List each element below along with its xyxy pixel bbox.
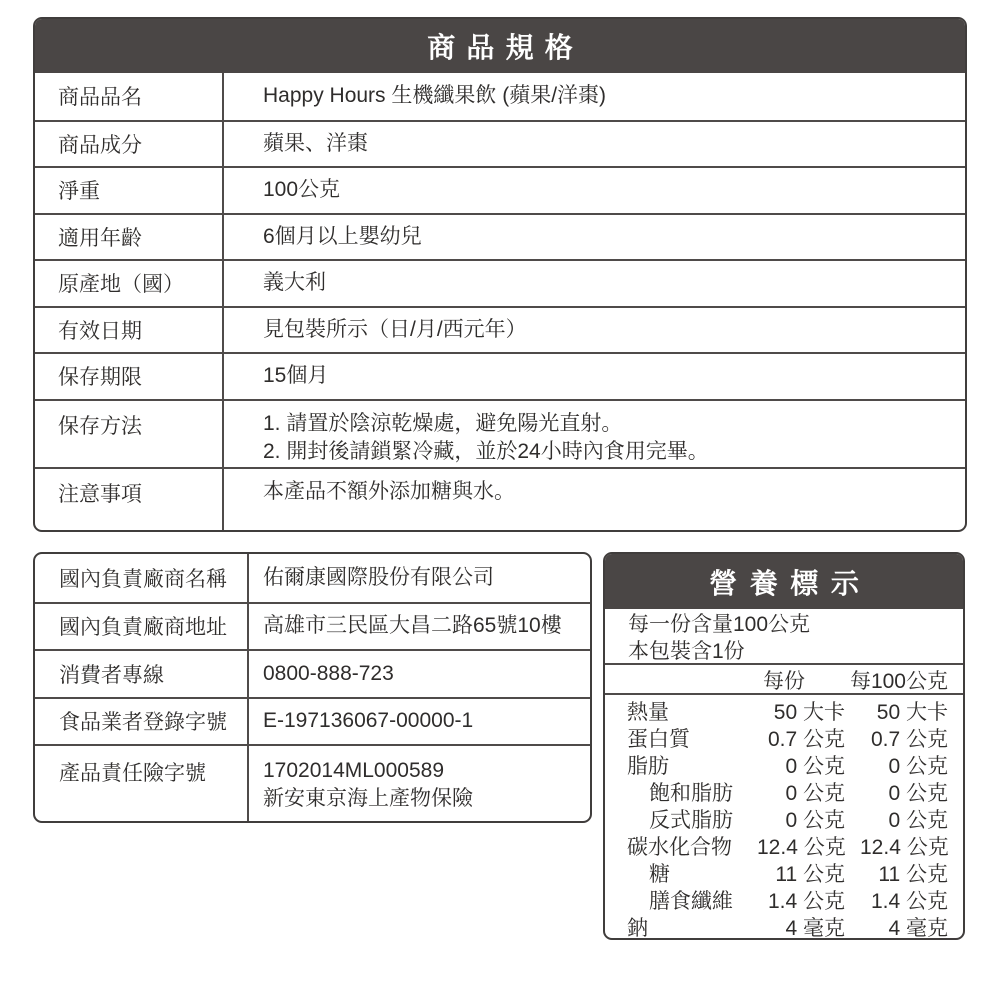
spec-row-label: 商品品名 xyxy=(58,86,142,110)
nutrient-per-serving-value: 11 公克 xyxy=(775,863,845,886)
spec-row xyxy=(35,467,965,533)
spec-row-value-line: 蘋果、洋棗 xyxy=(263,131,368,155)
nutrient-per-serving-value: 0 公克 xyxy=(785,755,845,778)
spec-row xyxy=(35,352,965,399)
nutrient-name: 膳食纖維 xyxy=(649,890,733,913)
spec-row-label: 原產地（國） xyxy=(58,273,184,297)
nutrient-per-100g-value: 0.7 公克 xyxy=(870,728,948,751)
spec-row-label: 注意事項 xyxy=(58,482,142,506)
nutrient-name: 糖 xyxy=(649,863,670,886)
spec-row-value xyxy=(222,215,965,260)
nutrition-row xyxy=(605,723,963,750)
spec-row-value xyxy=(222,308,965,353)
nutrition-row xyxy=(605,885,963,912)
nutrient-name: 熱量 xyxy=(627,701,669,724)
nutrient-name: 脂肪 xyxy=(627,755,669,778)
nutrient-name: 碳水化合物 xyxy=(627,836,732,859)
spec-row-label: 保存期限 xyxy=(58,366,142,390)
company-row-value xyxy=(247,554,590,602)
spec-row xyxy=(35,399,965,467)
spec-row-value xyxy=(222,73,965,120)
nutrient-per-100g-value: 0 公克 xyxy=(888,809,948,832)
company-row xyxy=(35,744,590,821)
nutrient-per-100g-value: 0 公克 xyxy=(888,755,948,778)
company-row-label: 產品責任險字號 xyxy=(59,762,206,785)
company-row-value xyxy=(247,699,590,745)
company-row-value-line: 0800-888-723 xyxy=(263,661,394,685)
nutrition-row xyxy=(605,777,963,804)
nutrient-name: 蛋白質 xyxy=(627,728,690,751)
per-100g-column-header: 每100公克 xyxy=(849,670,948,693)
spec-row-label: 商品成分 xyxy=(58,133,142,157)
company-row-value xyxy=(247,746,590,821)
spec-row-value xyxy=(222,168,965,213)
nutrient-per-serving-value: 0 公克 xyxy=(785,809,845,832)
spec-row-value-line: 本產品不額外添加糖與水。 xyxy=(263,479,515,503)
nutrition-row xyxy=(605,750,963,777)
spec-row-value xyxy=(222,261,965,306)
nutrient-per-serving-value: 50 大卡 xyxy=(773,701,845,724)
spec-table-body xyxy=(35,73,965,532)
spec-row-label: 保存方法 xyxy=(58,414,142,438)
company-row-label: 食品業者登錄字號 xyxy=(59,711,227,735)
nutrient-per-100g-value: 1.4 公克 xyxy=(870,890,948,913)
spec-row xyxy=(35,213,965,260)
spec-row-value xyxy=(222,354,965,399)
spec-row-value-line: 義大利 xyxy=(263,271,326,295)
company-info-body xyxy=(35,554,590,821)
spec-row-value xyxy=(222,122,965,167)
nutrition-table-body xyxy=(605,695,963,939)
nutrient-name: 反式脂肪 xyxy=(649,809,733,832)
spec-row-value-line: 1. 請置於陰涼乾燥處，避免陽光直射。 xyxy=(263,411,623,435)
company-row-label: 消費者專線 xyxy=(59,663,164,687)
company-row-value-line: 佑爾康國際股份有限公司 xyxy=(263,565,494,589)
spec-row-value xyxy=(222,401,965,467)
nutrition-serving-info xyxy=(605,609,963,665)
company-row-value-line: 1702014ML000589 xyxy=(263,759,445,782)
spec-row-value-line: 6個月以上嬰幼兒 xyxy=(263,224,422,248)
spec-row xyxy=(35,120,965,167)
spec-row-value-line: Happy Hours 生機纖果飲 (蘋果/洋棗) xyxy=(263,84,607,108)
spec-row xyxy=(35,306,965,353)
company-row-value xyxy=(247,604,590,650)
spec-row-value-line: 見包裝所示（日/月/西元年） xyxy=(263,317,527,341)
nutrition-row xyxy=(605,912,963,939)
spec-row xyxy=(35,73,965,120)
nutrient-per-serving-value: 12.4 公克 xyxy=(757,836,846,859)
nutrient-per-100g-value: 4 毫克 xyxy=(888,917,948,940)
spec-row-value-line: 100公克 xyxy=(263,178,341,202)
per-serving-column-header: 每份 xyxy=(763,670,805,693)
nutrition-row xyxy=(605,831,963,858)
company-row-value-line: 新安東京海上產物保險 xyxy=(263,787,473,810)
company-row-value-line: E-197136067-00000-1 xyxy=(263,709,474,733)
company-row-label: 國內負責廠商名稱 xyxy=(59,567,227,591)
spec-row-value-line: 15個月 xyxy=(263,364,329,388)
serving-size-line: 每一份含量100公克 xyxy=(628,613,811,636)
spec-table-title: 商品規格 xyxy=(35,19,965,73)
spec-row-value-line: 2. 開封後請鎖緊冷藏，並於24小時內食用完畢。 xyxy=(263,439,709,463)
company-info-table xyxy=(33,552,592,823)
company-row-value xyxy=(247,651,590,697)
spec-row-label: 有效日期 xyxy=(58,319,142,343)
spec-row-label: 淨重 xyxy=(58,180,100,204)
nutrition-title: 營養標示 xyxy=(605,554,963,609)
nutrient-per-serving-value: 4 毫克 xyxy=(785,917,845,940)
nutrition-row xyxy=(605,696,963,723)
company-row xyxy=(35,554,590,602)
nutrient-per-100g-value: 12.4 公克 xyxy=(860,836,949,859)
spec-row-value xyxy=(222,469,965,533)
company-row-value-line: 高雄市三民區大昌二路65號10樓 xyxy=(263,614,562,638)
nutrient-name: 飽和脂肪 xyxy=(649,782,733,805)
company-row-label: 國內負責廠商地址 xyxy=(59,616,227,640)
nutrition-row xyxy=(605,858,963,885)
spec-row-label: 適用年齡 xyxy=(58,226,142,250)
company-row xyxy=(35,697,590,745)
nutrition-row xyxy=(605,804,963,831)
nutrient-per-100g-value: 50 大卡 xyxy=(876,701,948,724)
spec-row xyxy=(35,166,965,213)
product-spec-table xyxy=(33,17,967,532)
spec-row xyxy=(35,259,965,306)
nutrient-per-serving-value: 0 公克 xyxy=(785,782,845,805)
nutrient-per-serving-value: 0.7 公克 xyxy=(767,728,845,751)
nutrient-per-100g-value: 11 公克 xyxy=(878,863,948,886)
nutrient-name: 鈉 xyxy=(627,917,648,940)
nutrition-facts-panel xyxy=(603,552,965,940)
nutrient-per-100g-value: 0 公克 xyxy=(888,782,948,805)
nutrition-column-headers xyxy=(605,665,963,695)
company-row xyxy=(35,602,590,650)
nutrient-per-serving-value: 1.4 公克 xyxy=(767,890,845,913)
servings-per-package-line: 本包裝含1份 xyxy=(628,640,745,663)
company-row xyxy=(35,649,590,697)
